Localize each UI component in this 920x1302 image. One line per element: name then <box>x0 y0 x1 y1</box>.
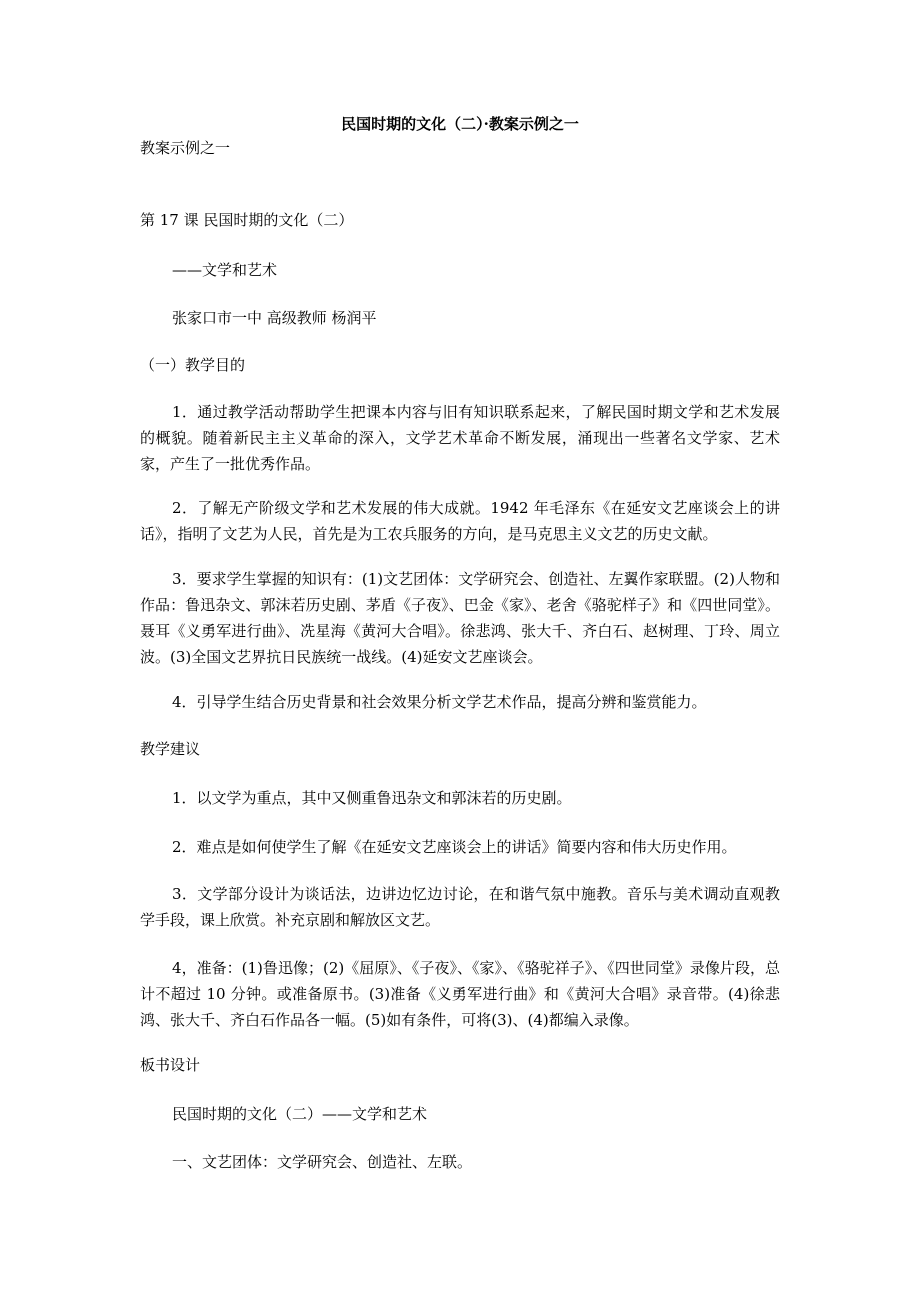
section-heading-objectives: （一）教学目的 <box>140 356 246 374</box>
board-item-1: 一、文艺团体：文学研究会、创造社、左联。 <box>172 1153 473 1171</box>
author-line: 张家口市一中 高级教师 杨润平 <box>172 309 377 327</box>
section-heading-board: 板书设计 <box>140 1056 201 1074</box>
document-title: 民国时期的文化（二）·教案示例之一 <box>341 115 579 133</box>
objective-paragraph-4: 4．引导学生结合历史背景和社会效果分析文学艺术作品，提高分辨和鉴赏能力。 <box>172 693 707 711</box>
lesson-subheading: ——文学和艺术 <box>172 261 278 279</box>
suggestion-paragraph-4: 4，准备：(1)鲁迅像；(2)《屈原》、《子夜》、《家》、《骆驼祥子》、《四世同堂》录像片段，总计不超过 10 分钟。或准备原书。(3)准备《义勇军进行曲》和《黄河大合唱》录音带。(4)徐悲鸿、张大千、齐白石作品各一幅。(5)如有条件，可将(3)、(4)都编入录像。 <box>140 959 780 1029</box>
lesson-heading: 第 17 课 民国时期的文化（二） <box>140 211 354 229</box>
section-heading-suggestions: 教学建议 <box>140 740 201 758</box>
suggestion-paragraph-3: 3．文学部分设计为谈话法，边讲边忆边讨论，在和谐气氛中施教。音乐与美术调动直观教学手段，课上欣赏。补充京剧和解放区文艺。 <box>140 885 780 929</box>
objective-paragraph-1: 1．通过教学活动帮助学生把课本内容与旧有知识联系起来，了解民国时期文学和艺术发展的概貌。随着新民主主义革命的深入，文学艺术革命不断发展，涌现出一些著名文学家、艺术家，产生了一批优秀作品。 <box>140 403 780 473</box>
board-title: 民国时期的文化（二）——文学和艺术 <box>172 1105 428 1123</box>
suggestion-paragraph-1: 1．以文学为重点，其中又侧重鲁迅杂文和郭沫若的历史剧。 <box>172 789 572 807</box>
objective-paragraph-3: 3．要求学生掌握的知识有：(1)文艺团体：文学研究会、创造社、左翼作家联盟。(2)人物和作品：鲁迅杂文、郭沫若历史剧、茅盾《子夜》、巴金《家》、老舍《骆驼样子》和《四世同堂》。聂耳《义勇军进行曲》、冼星海《黄河大合唱》。徐悲鸿、张大千、齐白石、赵树理、丁玲、周立波。(3)全国文艺界抗日民族统一战线。(4)延安文艺座谈会。 <box>140 570 780 666</box>
objective-paragraph-2: 2．了解无产阶级文学和艺术发展的伟大成就。1942 年毛泽东《在延安文艺座谈会上的讲话》，指明了文艺为人民，首先是为工农兵服务的方向，是马克思主义文艺的历史文献。 <box>140 499 780 543</box>
document-subtitle: 教案示例之一 <box>140 139 231 157</box>
suggestion-paragraph-2: 2．难点是如何使学生了解《在延安文艺座谈会上的讲话》简要内容和伟大历史作用。 <box>172 838 737 856</box>
